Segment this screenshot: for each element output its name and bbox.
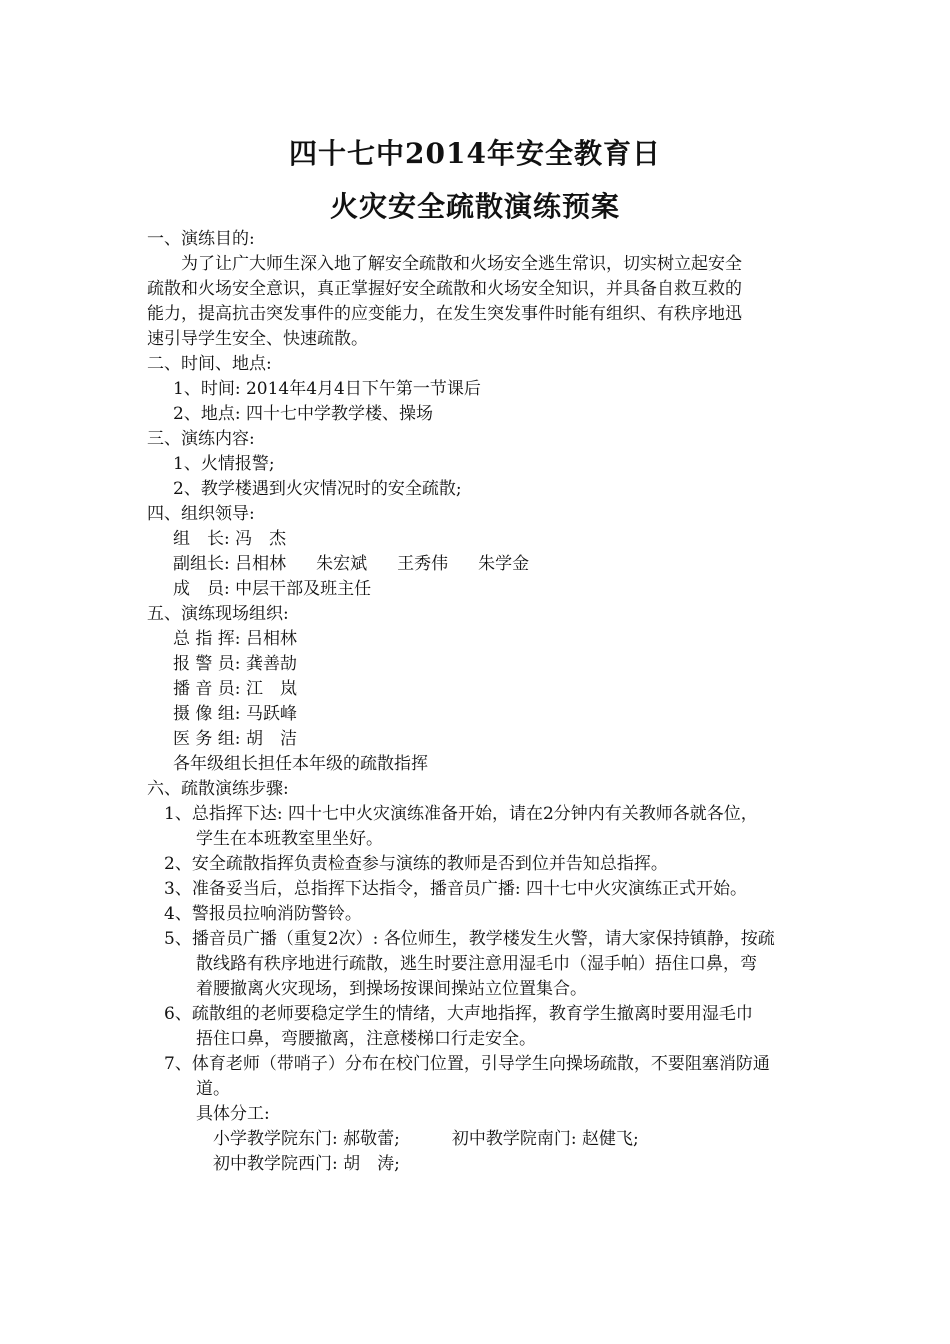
section6-step-line: 4、警报员拉响消防警铃。 [164,904,362,924]
document-title-line2: 火灾安全疏散演练预案 [329,190,620,223]
section3-item: 1、火情报警; [173,454,275,474]
section6-step-line: 捂住口鼻，弯腰撤离，注意楼梯口行走安全。 [196,1029,536,1049]
section5-item: 摄 像 组: 马跃峰 [173,704,297,724]
section4-deputy-name: 朱学金 [478,554,530,574]
section1-paragraph-line: 速引导学生安全、快速疏散。 [147,329,368,349]
division-west-gate: 初中教学院西门: 胡 涛; [213,1154,400,1174]
section4-deputy-label: 副组长: 吕相林 [173,554,287,574]
section2-heading: 二、时间、地点: [147,354,272,374]
section2-item: 2、地点: 四十七中学教学楼、操场 [173,404,433,424]
section3-heading: 三、演练内容: [147,429,255,449]
section5-item: 播 音 员: 江 岚 [173,679,297,699]
section5-item: 报 警 员: 龚善劼 [173,654,297,674]
division-heading: 具体分工: [196,1104,270,1124]
section6-step-line: 7、体育老师（带哨子）分布在校门位置，引导学生向操场疏散，不要阻塞消防通 [164,1054,770,1074]
division-line [213,1128,639,1150]
division-east-gate: 小学教学院东门: 郝敬蕾; [213,1129,400,1149]
section6-heading: 六、疏散演练步骤: [147,779,289,799]
section6-step-line: 着腰撤离火灾现场，到操场按课间操站立位置集合。 [196,979,587,999]
section6-step-line: 5、播音员广播（重复2次）: 各位师生，教学楼发生火警，请大家保持镇静，按疏 [164,929,775,949]
section1-paragraph-line: 疏散和火场安全意识，真正掌握好安全疏散和火场安全知识，并具备自救互救的 [147,279,742,299]
section6-step-line: 3、准备妥当后，总指挥下达指令，播音员广播: 四十七中火灾演练正式开始。 [164,879,747,899]
section4-heading: 四、组织领导: [147,504,255,524]
section3-item: 2、教学楼遇到火灾情况时的安全疏散; [173,479,462,499]
section6-step-line: 1、总指挥下达: 四十七中火灾演练准备开始，请在2分钟内有关教师各就各位， [164,804,758,824]
section5-note: 各年级组长担任本年级的疏散指挥 [173,754,428,774]
section4-deputy-name: 朱宏斌 [316,554,368,574]
section6-step-line: 学生在本班教室里坐好。 [196,829,383,849]
section6-step-line: 6、疏散组的老师要稳定学生的情绪，大声地指挥，教育学生撤离时要用湿毛巾 [164,1004,753,1024]
section6-step-line: 道。 [196,1079,230,1099]
section5-item: 医 务 组: 胡 洁 [173,729,297,749]
section4-members: 成 员: 中层干部及班主任 [173,579,372,599]
section1-paragraph-line: 能力，提高抗击突发事件的应变能力，在发生突发事件时能有组织、有秩序地迅 [147,304,742,324]
section5-heading: 五、演练现场组织: [147,604,289,624]
section4-deputies [173,553,529,575]
section5-item: 总 指 挥: 吕相林 [173,629,297,649]
section4-leader: 组 长: 冯 杰 [173,529,287,549]
section2-item: 1、时间: 2014年4月4日下午第一节课后 [173,379,481,399]
section4-deputy-name: 王秀伟 [397,554,449,574]
document-title-line1: 四十七中2014年安全教育日 [289,137,661,170]
section1-heading: 一、演练目的: [147,229,255,249]
section6-step-line: 2、安全疏散指挥负责检查参与演练的教师是否到位并告知总指挥。 [164,854,668,874]
section1-paragraph-line: 为了让广大师生深入地了解安全疏散和火场安全逃生常识，切实树立起安全 [181,254,742,274]
section6-step-line: 散线路有秩序地进行疏散，逃生时要注意用湿毛巾（湿手帕）捂住口鼻，弯 [196,954,757,974]
division-south-gate: 初中教学院南门: 赵健飞; [451,1129,639,1149]
